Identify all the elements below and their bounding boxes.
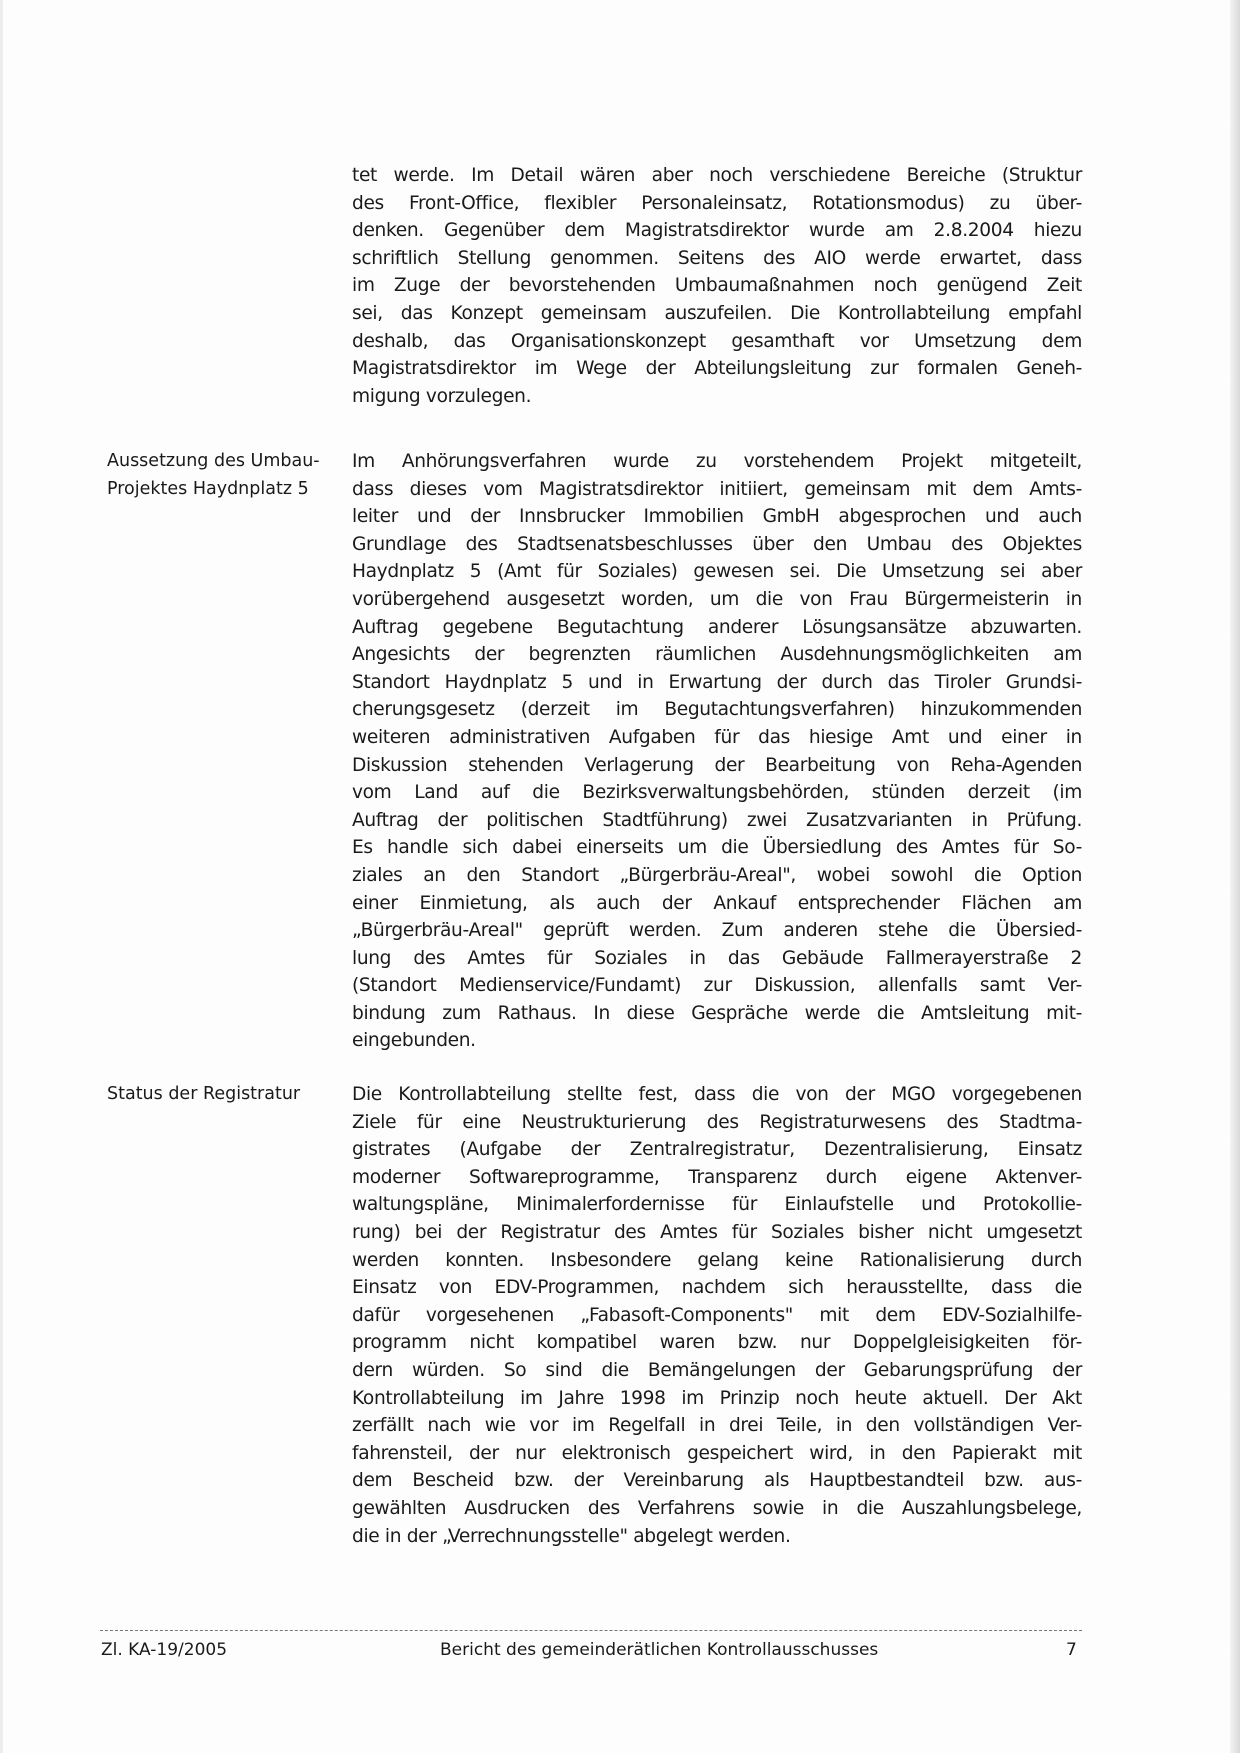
text-line: des Front-Office, flexibler Personaleinsatz, Rotationsmodus) zu über-	[352, 192, 1082, 214]
text-line: vom Land auf die Bezirksverwaltungsbehörden, stünden derzeit (im	[352, 782, 1082, 804]
scan-edge-right	[1230, 0, 1240, 1753]
text-line: Angesichts der begrenzten räumlichen Ausdehnungsmöglichkeiten am	[352, 644, 1082, 666]
text-line: schriftlich Stellung genommen. Seitens des AIO werde erwartet, dass	[352, 247, 1082, 269]
body-text	[352, 448, 1082, 1055]
text-line: einer Einmietung, als auch der Ankauf entsprechender Flächen am	[352, 892, 1082, 914]
text-line: cherungsgesetz (derzeit im Begutachtungsverfahren) hinzukommenden	[352, 699, 1082, 721]
text-line: Kontrollabteilung im Jahre 1998 im Prinzip noch heute aktuell. Der Akt	[352, 1387, 1082, 1409]
text-line: moderner Softwareprogramme, Transparenz durch eigene Aktenver-	[352, 1166, 1082, 1188]
text-line: Es handle sich dabei einerseits um die Übersiedlung des Amtes für So-	[352, 837, 1082, 859]
text-line: rung) bei der Registratur des Amtes für Soziales bisher nicht umgesetzt	[352, 1221, 1082, 1243]
footer-divider	[100, 1630, 1082, 1631]
text-line: weiteren administrativen Aufgaben für das hiesige Amt und einer in	[352, 726, 1082, 748]
body-text	[352, 1081, 1082, 1550]
text-line: Grundlage des Stadtsenatsbeschlusses über den Umbau des Objektes	[352, 533, 1082, 555]
margin-heading	[107, 448, 337, 503]
text-line: Die Kontrollabteilung stellte fest, dass die von der MGO vorgegebenen	[352, 1084, 1082, 1105]
text-line: Ziele für eine Neustrukturierung des Registraturwesens des Stadtma-	[352, 1111, 1082, 1133]
text-line: Auftrag der politischen Stadtführung) zwei Zusatzvarianten in Prüfung.	[352, 809, 1082, 831]
text-line: bindung zum Rathaus. In diese Gespräche werde die Amtsleitung mit-	[352, 1002, 1082, 1024]
text-line: Im Anhörungsverfahren wurde zu vorstehendem Projekt mitgeteilt,	[352, 451, 1082, 472]
page-number: 7	[1066, 1640, 1077, 1660]
text-line: denken. Gegenüber dem Magistratsdirektor wurde am 2.8.2004 hiezu	[352, 220, 1082, 242]
text-line: lung des Amtes für Soziales in das Gebäude Fallmerayerstraße 2	[352, 947, 1082, 969]
text-line: fahrensteil, der nur elektronisch gespeichert wird, in den Papierakt mit	[352, 1442, 1082, 1464]
text-line: Standort Haydnplatz 5 und in Erwartung der durch das Tiroler Grundsi-	[352, 671, 1082, 693]
text-line: die in der „Verrechnungsstelle" abgelegt werden.	[352, 1525, 791, 1547]
text-line: Haydnplatz 5 (Amt für Soziales) gewesen sei. Die Umsetzung sei aber	[352, 561, 1082, 583]
text-line: Magistratsdirektor im Wege der Abteilungsleitung zur formalen Geneh-	[352, 358, 1082, 380]
text-line: tet werde. Im Detail wären aber noch verschiedene Bereiche (Struktur	[352, 165, 1082, 186]
text-line: leiter und der Innsbrucker Immobilien GmbH abgesprochen und auch	[352, 506, 1082, 528]
text-line: dem Bescheid bzw. der Vereinbarung als Hauptbestandteil bzw. aus-	[352, 1470, 1082, 1492]
body-text	[352, 162, 1082, 410]
scan-edge-left	[0, 0, 3, 1753]
text-line: vorübergehend ausgesetzt worden, um die von Frau Bürgermeisterin in	[352, 588, 1082, 610]
text-line: (Standort Medienservice/Fundamt) zur Diskussion, allenfalls samt Ver-	[352, 975, 1082, 997]
text-line: gewählten Ausdrucken des Verfahrens sowie in die Auszahlungsbelege,	[352, 1497, 1082, 1519]
text-line: ziales an den Standort „Bürgerbräu-Areal", wobei sowohl die Option	[352, 864, 1082, 886]
margin-heading-line: Status der Registratur	[107, 1084, 301, 1104]
text-line: eingebunden.	[352, 1030, 476, 1052]
text-line: dass dieses vom Magistratsdirektor initiiert, gemeinsam mit dem Amts-	[352, 478, 1082, 500]
text-line: „Bürgerbräu-Areal" geprüft werden. Zum anderen stehe die Übersied-	[352, 920, 1082, 942]
text-line: dafür vorgesehenen „Fabasoft-Components" mit dem EDV-Sozialhilfe-	[352, 1304, 1082, 1326]
footer-reference: Zl. KA-19/2005	[101, 1640, 228, 1660]
text-line: zerfällt nach wie vor im Regelfall in drei Teile, in den vollständigen Ver-	[352, 1415, 1082, 1437]
text-line: werden konnten. Insbesondere gelang keine Rationalisierung durch	[352, 1249, 1082, 1271]
text-line: Auftrag gegebene Begutachtung anderer Lösungsansätze abzuwarten.	[352, 616, 1082, 638]
text-line: programm nicht kompatibel waren bzw. nur Doppelgleisigkeiten för-	[352, 1332, 1082, 1354]
margin-heading-line: Projektes Haydnplatz 5	[107, 478, 309, 499]
margin-heading	[107, 1081, 337, 1109]
text-line: gistrates (Aufgabe der Zentralregistratur, Dezentralisierung, Einsatz	[352, 1139, 1082, 1161]
text-line: Diskussion stehenden Verlagerung der Bearbeitung von Reha-Agenden	[352, 754, 1082, 776]
text-line: dern würden. So sind die Bemängelungen der Gebarungsprüfung der	[352, 1359, 1082, 1381]
margin-heading-line: Aussetzung des Umbau-	[107, 451, 320, 471]
text-line: waltungspläne, Minimalerfordernisse für Einlaufstelle und Protokollie-	[352, 1194, 1082, 1216]
footer-title: Bericht des gemeinderätlichen Kontrollausschusses	[440, 1640, 879, 1660]
text-line: migung vorzulegen.	[352, 385, 532, 407]
text-line: deshalb, das Organisationskonzept gesamthaft vor Umsetzung dem	[352, 330, 1082, 352]
text-line: im Zuge der bevorstehenden Umbaumaßnahmen noch genügend Zeit	[352, 275, 1082, 297]
text-line: Einsatz von EDV-Programmen, nachdem sich herausstellte, dass die	[352, 1277, 1082, 1299]
text-line: sei, das Konzept gemeinsam auszufeilen. Die Kontrollabteilung empfahl	[352, 302, 1082, 324]
